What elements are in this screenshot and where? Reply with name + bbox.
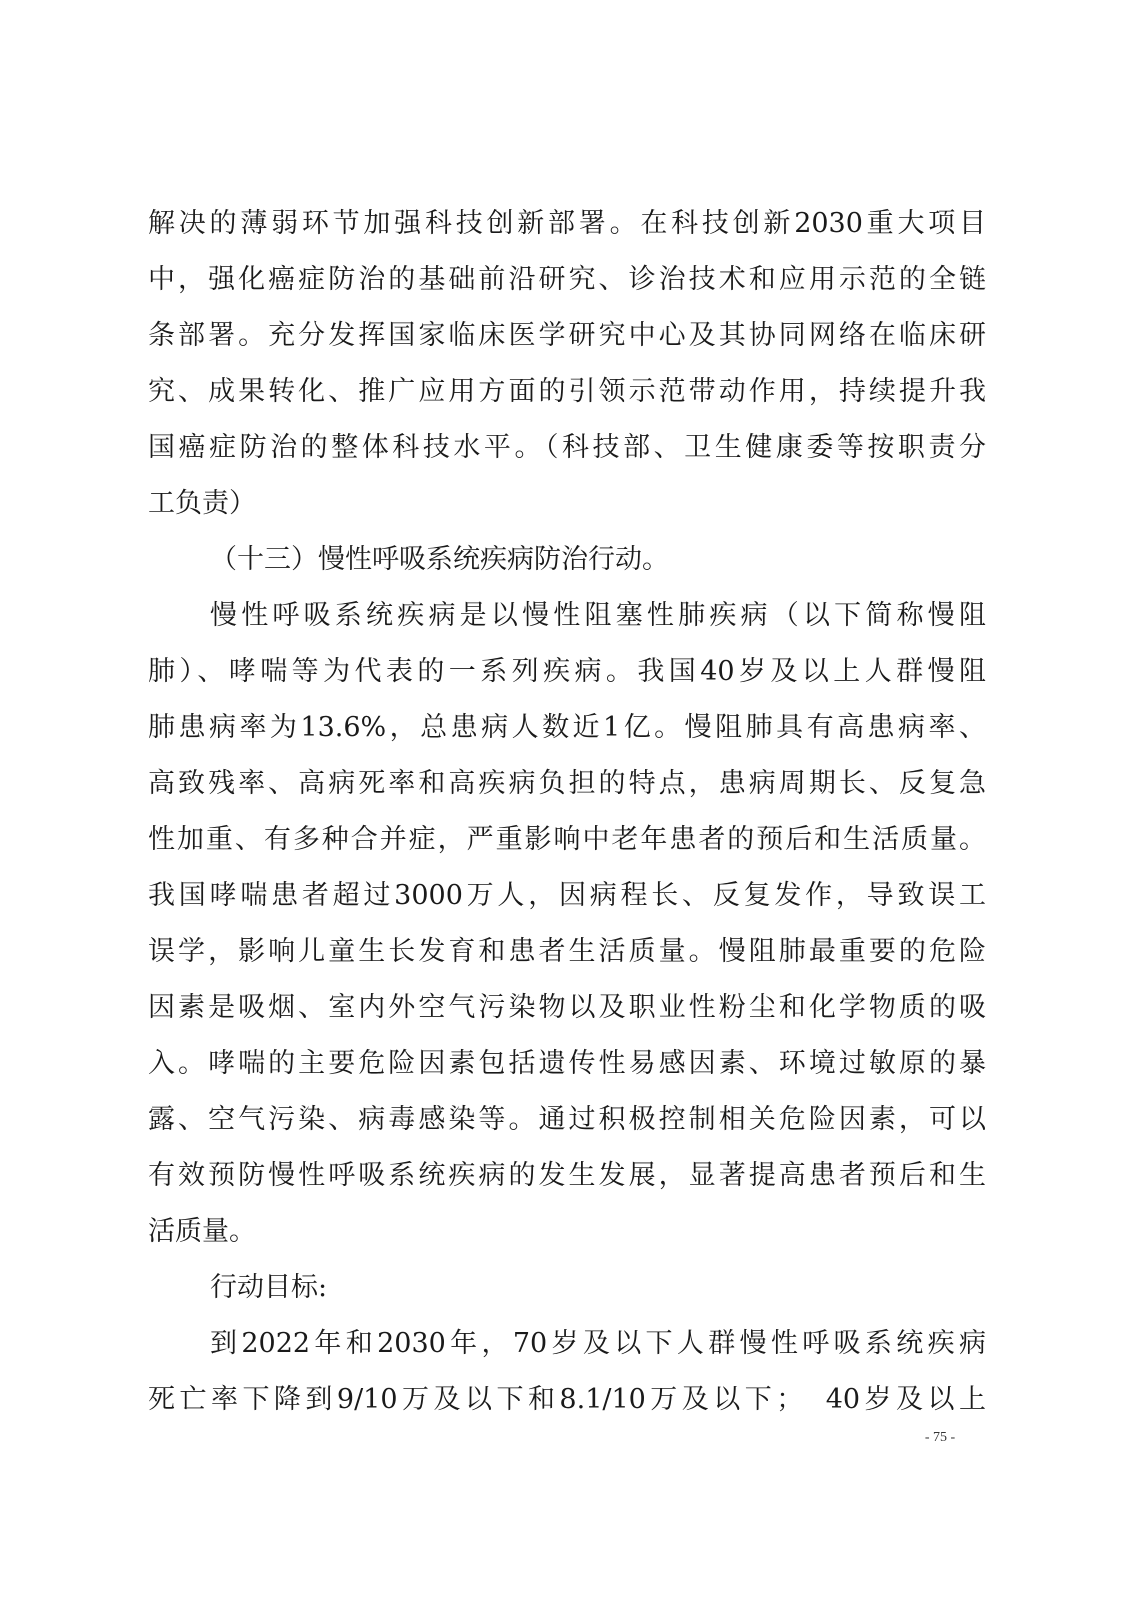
text-line: 入。哮喘的主要危险因素包括遗传性易感因素、环境过敏原的暴 [148, 1048, 986, 1079]
paragraph-first-line: 慢性呼吸系统疾病是以慢性阻塞性肺疾病（以下简称慢阻 [210, 600, 986, 631]
text-line: 性加重、有多种合并症，严重影响中老年患者的预后和生活质量。 [148, 824, 986, 855]
subheading-goals: 行动目标: [210, 1272, 328, 1303]
text-line: 条部署。充分发挥国家临床医学研究中心及其协同网络在临床研 [148, 320, 986, 351]
page-number: - 75 - [924, 1430, 956, 1445]
text-line: 露、空气污染、病毒感染等。通过积极控制相关危险因素，可以 [148, 1104, 986, 1135]
text-line: 我国哮喘患者超过3000万人，因病程长、反复发作，导致误工 [148, 880, 986, 911]
text-line: 究、成果转化、推广应用方面的引领示范带动作用，持续提升我 [148, 376, 986, 407]
text-line: 解决的薄弱环节加强科技创新部署。在科技创新2030重大项目 [148, 208, 986, 239]
text-line: 活质量。 [148, 1216, 256, 1247]
text-line: 有效预防慢性呼吸系统疾病的发生发展，显著提高患者预后和生 [148, 1160, 986, 1191]
text-line: 中，强化癌症防治的基础前沿研究、诊治技术和应用示范的全链 [148, 264, 986, 295]
text-line: 肺）、哮喘等为代表的一系列疾病。我国40岁及以上人群慢阻 [148, 656, 986, 687]
text-line: 因素是吸烟、室内外空气污染物以及职业性粉尘和化学物质的吸 [148, 992, 986, 1023]
text-line: 工负责） [148, 488, 256, 519]
text-line: 肺患病率为13.6%，总患病人数近1亿。慢阻肺具有高患病率、 [148, 712, 986, 743]
paragraph-first-line: 到2022年和2030年，70岁及以下人群慢性呼吸系统疾病 [210, 1328, 986, 1359]
text-line: 国癌症防治的整体科技水平。（科技部、卫生健康委等按职责分 [148, 432, 986, 463]
section-heading: （十三）慢性呼吸系统疾病防治行动。 [210, 544, 669, 575]
text-line: 死亡率下降到9/10万及以下和8.1/10万及以下； 40岁及以上 [148, 1384, 986, 1415]
text-line: 高致残率、高病死率和高疾病负担的特点，患病周期长、反复急 [148, 768, 986, 799]
text-line: 误学，影响儿童生长发育和患者生活质量。慢阻肺最重要的危险 [148, 936, 986, 967]
